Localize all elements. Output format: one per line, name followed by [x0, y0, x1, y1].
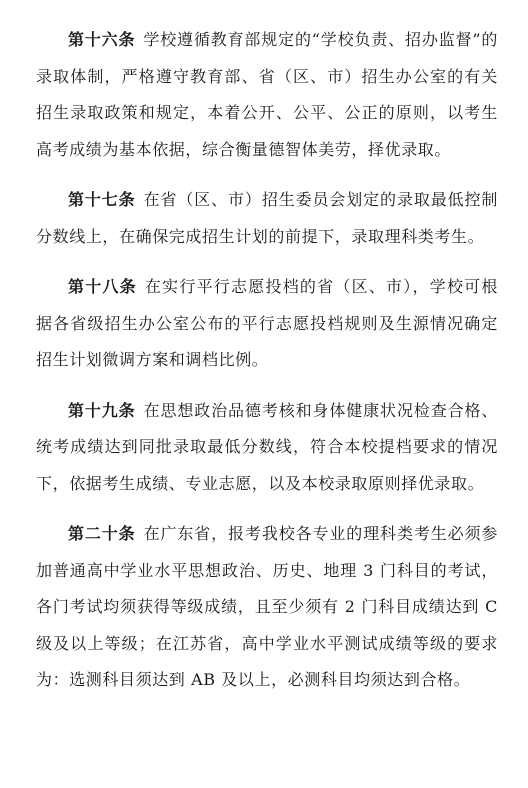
article-20	[36, 516, 498, 699]
article-text: 在思想政治品德考核和身体健康状况检查合格、统考成绩达到同批录取最低分数线，符合本校提档要求的情况下，依据考生成绩、专业志愿，以及本校录取原则择优录取。	[36, 400, 498, 493]
article-19	[36, 393, 498, 503]
article-text: 学校遵循教育部规定的“学校负责、招办监督”的录取体制，严格遵守教育部、省（区、市）招生办公室的有关招生录取政策和规定，本着公开、公平、公正的原则，以考生高考成绩为基本依据，综合衡量德智体美劳，择优录取。	[36, 30, 499, 159]
article-text: 在广东省，报考我校各专业的理科类考生必须参加普通高中学业水平思想政治、历史、地理 3 门科目的考试，各门考试均须获得等级成绩，且至少须有 2 门科目成绩达到 C 级及以上等级；在江苏省，高中学业水平测试成绩等级的要求为：选测科目须达到 AB 及以上，必测科目均须达到合格。	[36, 524, 498, 689]
article-text: 在省（区、市）招生委员会划定的录取最低控制分数线上，在确保完成招生计划的前提下，录取理科类考生。	[36, 190, 498, 246]
article-number: 第二十条	[68, 524, 136, 543]
article-17	[36, 182, 498, 255]
document-body	[36, 22, 498, 713]
article-number: 第十九条	[68, 400, 136, 420]
article-number: 第十八条	[68, 277, 137, 296]
article-number: 第十七条	[68, 190, 136, 209]
article-16	[36, 22, 498, 168]
article-number: 第十六条	[68, 30, 136, 49]
article-text: 在实行平行志愿投档的省（区、市），学校可根据各省级招生办公室公布的平行志愿投档规则及生源情况确定招生计划微调方案和调档比例。	[36, 277, 498, 369]
article-18	[36, 269, 498, 379]
